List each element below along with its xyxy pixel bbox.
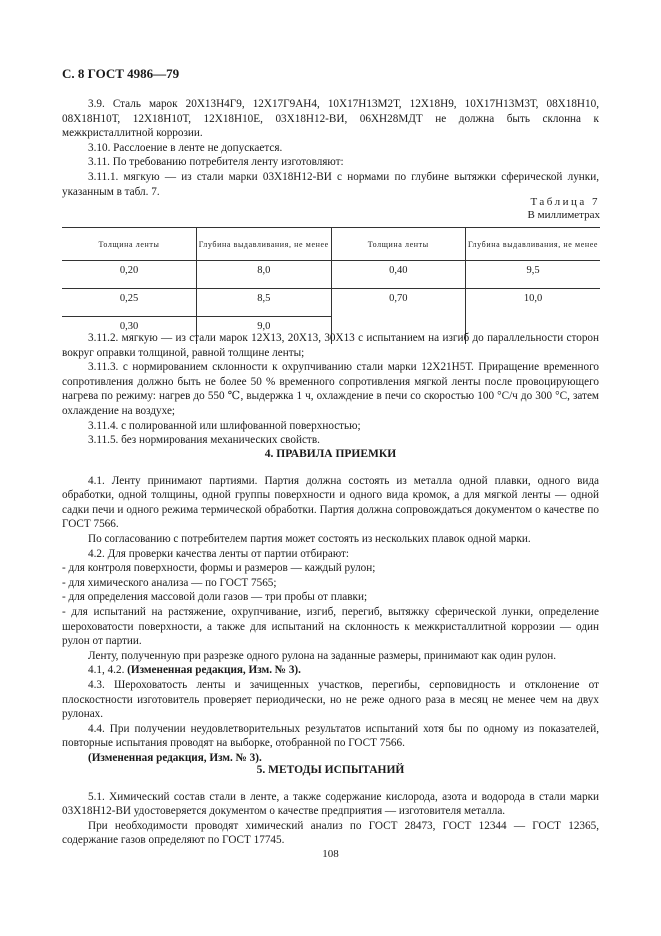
table-cell: 0,20 — [62, 261, 197, 289]
clause-3-11-1: 3.11.1. мягкую — из стали марки 03Х18Н12-ВИ с нормами по глубине вытяжки сферической лунки, указанным в табл. 7. — [62, 170, 599, 198]
table-header-thickness-left: Толщина ленты — [62, 228, 197, 261]
page-header: С. 8 ГОСТ 4986—79 — [62, 66, 180, 81]
table-unit: В миллиметрах — [527, 209, 600, 221]
clause-4-1: 4.1. Ленту принимают партиями. Партия должна состоять из металла одной плавки, одного вида обработки, одной толщины, одной группы поверхности и одного вида кромок, а для мягкой ленты — одной садки печи и одного режима термической обработки. Партия должна сопровождаться документом о качестве по ГОСТ 7566. — [62, 474, 599, 531]
section-5 — [62, 763, 599, 848]
list-item: - для определения массовой доли газов — три пробы от плавки; — [62, 591, 368, 604]
amendment-note-4-4: (Измененная редакция, Изм. № 3). — [88, 751, 262, 764]
clause-3-11-2: 3.11.2. мягкую — из стали марок 12Х13, 20Х13, 30Х13 с испытанием на изгиб до параллельности сторон вокруг оправки толщиной, равной толщине ленты; — [62, 332, 599, 359]
clause-3-9: 3.9. Сталь марок 20Х13Н4Г9, 12Х17Г9АН4, 10Х17Н13М2Т, 12Х18Н9, 10Х17Н13М3Т, 08Х18Н10, 08Х18Н10Т, 12Х18Н10Т, 12Х18Н10Е, 03Х18Н12-ВИ, 06ХН28МДТ не должна быть склонна к межкристаллитной коррозии. — [62, 98, 599, 140]
table-7 — [62, 227, 600, 344]
table-header-depth-left: Глубина выдавливания, не менее — [197, 228, 332, 261]
clause-3-10: 3.10. Расслоение в ленте не допускается. — [88, 141, 283, 154]
table-cell: 0,30 — [62, 317, 197, 345]
clauses-3-9-to-3-11-1 — [62, 97, 599, 199]
table-caption-block — [528, 196, 600, 222]
section-5-title: 5. МЕТОДЫ ИСПЫТАНИЙ — [256, 764, 405, 776]
list-item: - для контроля поверхности, формы и размеров — каждый рулон; — [62, 562, 376, 575]
table-cell: 0,40 — [331, 261, 466, 289]
amendment-note-text: (Измененная редакция, Изм. № 3). — [127, 664, 301, 677]
table-cell: 9,5 — [466, 261, 601, 289]
clause-4-2-b: Ленту, полученную при разрезке одного рулона на заданные размеры, принимают как один рулон. — [88, 649, 557, 662]
page-number: 108 — [322, 848, 339, 860]
clause-3-11-5: 3.11.5. без нормирования механических свойств. — [88, 434, 320, 447]
section-4 — [62, 447, 599, 765]
amendment-note-prefix: 4.1, 4.2. — [88, 664, 128, 677]
clause-4-2: 4.2. Для проверки качества ленты от партии отбирают: — [88, 547, 350, 560]
clause-3-11: 3.11. По требованию потребителя ленту изготовляют: — [88, 156, 344, 169]
list-item: - для химического анализа — по ГОСТ 7565; — [62, 576, 277, 589]
clause-3-11-3: 3.11.3. с нормированием склонности к охрупчиванию стали марки 12Х21Н5Т. Приращение временного сопротивления должно быть не более 50 % временного сопротивления мягкой ленты после провоцирующего нагрева по режиму: нагрев до 550 ℃, выдержка 1 ч, охлаждение в печи со скоростью 100 °С/ч до 300 °С, затем охлаждение на воздухе; — [62, 361, 599, 417]
clauses-3-11-2-to-3-11-5 — [62, 331, 599, 448]
clause-5-1-b: При необходимости проводят химический анализ по ГОСТ 28473, ГОСТ 12344 — ГОСТ 12365, содержание газов определяют по ГОСТ 17745. — [62, 819, 599, 847]
table-row — [62, 289, 600, 317]
amendment-note-4-1-4-2 — [62, 663, 599, 678]
table-cell: 10,0 — [523, 293, 543, 304]
clause-3-11-4: 3.11.4. с полированной или шлифованной поверхностью; — [88, 419, 361, 432]
table-row — [62, 261, 600, 289]
table-caption: Таблица 7 — [530, 196, 600, 208]
list-item: - для испытаний на растяжение, охрупчивание, изгиб, перегиб, вытяжку сферической лунки, определение шероховатости поверхности, а также для испытаний на склонность к межкристаллитной коррозии — один рулон от партии. — [62, 605, 599, 648]
section-4-title: 4. ПРАВИЛА ПРИЕМКИ — [264, 448, 397, 460]
table-cell: 0,70 — [331, 289, 466, 345]
table-header-thickness-right: Толщина ленты — [331, 228, 466, 261]
table-cell: 8,0 — [197, 261, 332, 289]
table-cell: 0,25 — [62, 289, 197, 317]
table-cell: 9,0 — [197, 317, 332, 345]
clause-5-1: 5.1. Химический состав стали в ленте, а также содержание кислорода, азота и водорода в стали марки 03Х18Н12-ВИ удостоверяется документом о качестве предприятия — изготовителя металла. — [62, 790, 599, 818]
clause-4-4: 4.4. При получении неудовлетворительных результатов испытаний хотя бы по одному из показателей, повторные испытания проводят на выборке, отобранной по ГОСТ 7566. — [62, 722, 599, 750]
table-cell: 8,5 — [197, 289, 332, 317]
clause-4-1-b: По согласованию с потребителем партия может состоять из нескольких плавок одной марки. — [88, 532, 531, 545]
clause-4-3: 4.3. Шероховатость ленты и зачищенных участков, перегибы, серповидность и отклонение от плоскостности изготовитель проверяет периодически, но не реже одного раза в месяц не менее чем на двух рулонах. — [62, 678, 599, 721]
table-header-depth-right: Глубина выдавливания, не менее — [466, 228, 601, 261]
